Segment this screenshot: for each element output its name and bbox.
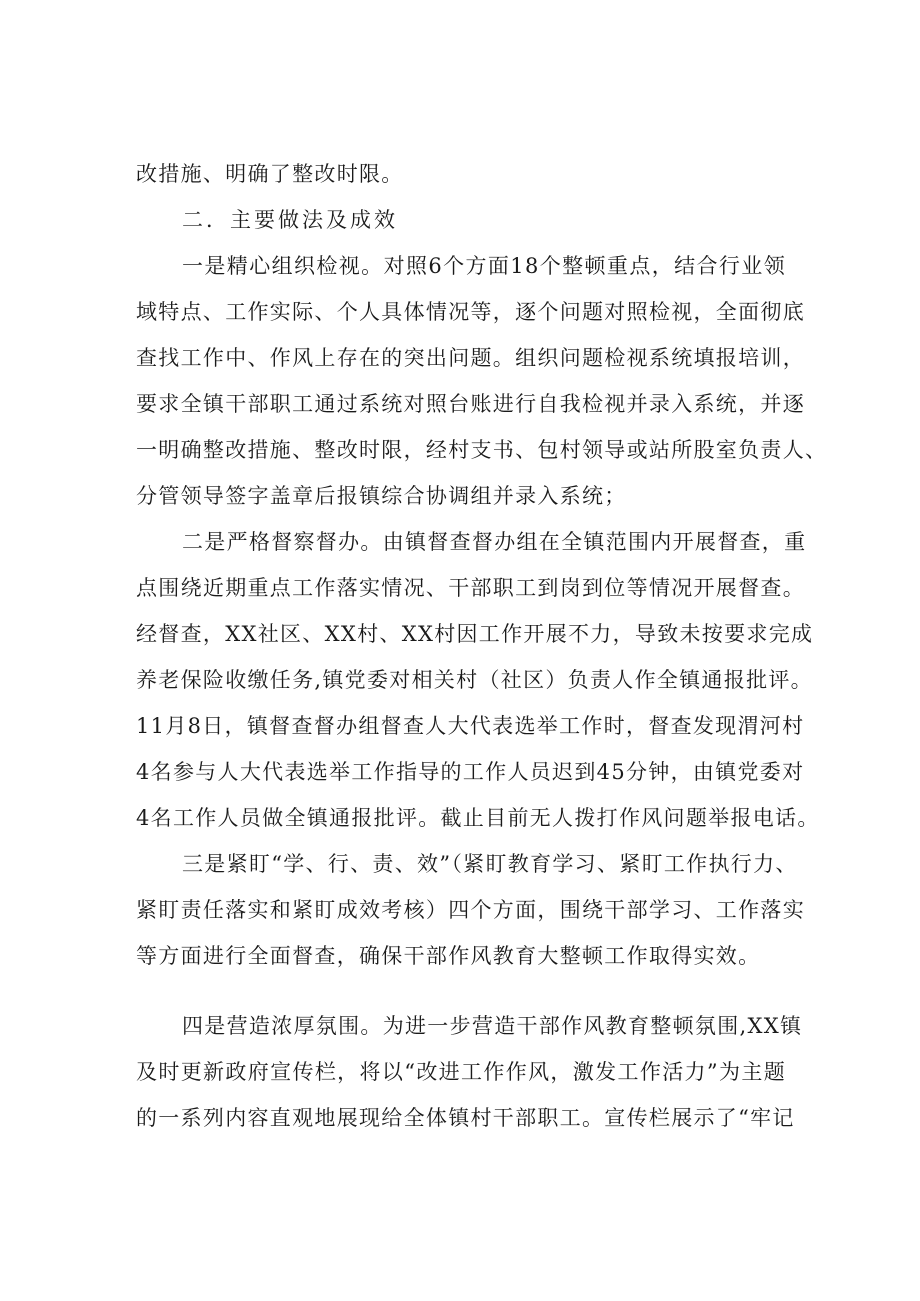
paragraph-3-line-3: 等方面进行全面督查，确保干部作风教育大整顿工作取得实效。 [136, 944, 761, 968]
text-line: 改措施、明确了整改时限。 [136, 162, 404, 186]
paragraph-1-line-1: 一是精心组织检视。对照6个方面18个整顿重点，结合行业领 [182, 254, 786, 278]
paragraph-2-line-3: 经督查，XX社区、XX村、XX村因工作开展不力，导致未按要求完成 [136, 622, 814, 646]
paragraph-1-line-2: 域特点、工作实际、个人具体情况等，逐个问题对照检视，全面彻底 [136, 300, 805, 324]
paragraph-2-line-7: 4名工作人员做全镇通报批评。截止目前无人拨打作风问题举报电话。 [136, 806, 820, 830]
paragraph-2-line-4: 养老保险收缴任务,镇党委对相关村（社区）负责人作全镇通报批评。 [136, 668, 813, 692]
paragraph-1-line-3: 查找工作中、作风上存在的突出问题。组织问题检视系统填报培训， [136, 346, 805, 370]
paragraph-2-line-6: 4名参与人大代表选举工作指导的工作人员迟到45分钟，由镇党委对 [136, 760, 805, 784]
paragraph-2-line-1: 二是严格督察督办。由镇督查督办组在全镇范围内开展督查，重 [182, 530, 807, 554]
paragraph-1-line-4: 要求全镇干部职工通过系统对照台账进行自我检视并录入系统，并逐 [136, 392, 805, 416]
paragraph-4-line-1: 四是营造浓厚氛围。为进一步营造干部作风教育整顿氛围,XX镇 [182, 1014, 803, 1038]
paragraph-2-line-5: 11月8日，镇督查督办组督查人大代表选举工作时，督查发现渭河村 [136, 714, 805, 738]
section-heading: 二．主要做法及成效 [182, 208, 398, 232]
paragraph-3-line-1: 三是紧盯“学、行、责、效”（紧盯教育学习、紧盯工作执行力、 [182, 852, 798, 876]
paragraph-2-line-2: 点围绕近期重点工作落实情况、干部职工到岗到位等情况开展督查。 [136, 576, 805, 600]
paragraph-4-line-3: 的一系列内容直观地展现给全体镇村干部职工。宣传栏展示了“牢记 [136, 1106, 795, 1130]
paragraph-1-line-6: 分管领导签字盖章后报镇综合协调组并录入系统； [136, 484, 627, 508]
paragraph-1-line-5: 一明确整改措施、整改时限，经村支书、包村领导或站所股室负责人、 [136, 438, 828, 462]
paragraph-4-line-2: 及时更新政府宣传栏，将以“改进工作作风，激发工作活力”为主题 [136, 1060, 786, 1084]
paragraph-3-line-2: 紧盯责任落实和紧盯成效考核）四个方面，围绕干部学习、工作落实 [136, 898, 805, 922]
